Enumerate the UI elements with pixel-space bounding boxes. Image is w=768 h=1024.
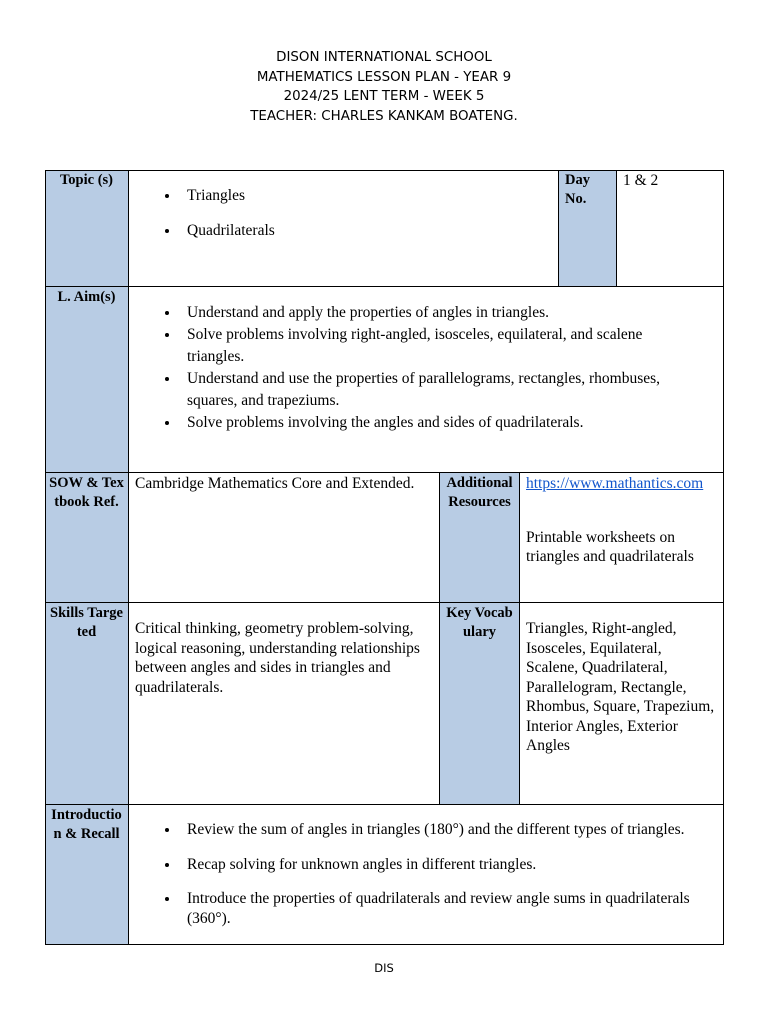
intro-item: • Introduce the properties of quadrilaterals and review angle sums in quadrilaterals (360°). [180, 889, 717, 928]
aim-item: • Understand and apply the properties of angles in triangles. [180, 302, 683, 324]
teacher-name: TEACHER: CHARLES KANKAM BOATENG. [250, 108, 518, 124]
footer-text: DIS [374, 961, 394, 975]
plan-title: MATHEMATICS LESSON PLAN - YEAR 9 [256, 69, 512, 85]
intro-item: • Recap solving for unknown angles in different triangles. [180, 855, 717, 875]
vocabulary-value: Triangles, Right-angled, Isosceles, Equilateral, Scalene, Quadrilateral, Parallelogram, Rectangle, Rhombus, Square, Trapezium, Interior Angles, Exterior Angles [520, 603, 724, 805]
term-week: 2024/25 LENT TERM - WEEK 5 [283, 89, 485, 104]
aim-item: • Understand and use the properties of parallelograms, rectangles, rhombuses, squares, and trapeziums. [180, 368, 683, 412]
topic-cell [129, 170, 559, 287]
skills-label: Skills Targeted [45, 603, 129, 805]
additional-resources-label: Additional Resources [440, 473, 520, 603]
key-vocabulary-label: Key Vocabulary [440, 603, 520, 805]
topic-label: Topic (s) [45, 170, 129, 287]
document-header [0, 48, 768, 126]
day-value: 1 & 2 [617, 170, 724, 287]
sow-value: Cambridge Mathematics Core and Extended. [129, 473, 440, 603]
topic-list [135, 186, 552, 240]
mathantics-link[interactable]: https://www.mathantics.com [526, 475, 704, 492]
resource-text: Printable worksheets on triangles and quadrilaterals [526, 528, 694, 565]
sow-label: SOW & Textbook Ref. [45, 473, 129, 603]
aim-item: • Solve problems involving right-angled, isosceles, equilateral, and scalene triangles. [180, 324, 683, 368]
aim-item: • Solve problems involving the angles and sides of quadrilaterals. [180, 412, 683, 434]
topic-item: • Quadrilaterals [180, 221, 552, 241]
lesson-plan-table [45, 170, 724, 945]
aims-list [135, 302, 683, 434]
school-name: DISON INTERNATIONAL SCHOOL [276, 50, 492, 65]
topic-item: • Triangles [180, 186, 552, 206]
aims-label: L. Aim(s) [45, 287, 129, 473]
skills-value: Critical thinking, geometry problem-solving, logical reasoning, understanding relationships between angles and sides in triangles and quadrilaterals. [129, 603, 440, 805]
intro-list [135, 820, 717, 928]
intro-item: • Review the sum of angles in triangles (180°) and the different types of triangles. [180, 820, 717, 840]
day-label: Day No. [559, 170, 617, 287]
aims-cell [129, 287, 724, 473]
resources-cell [520, 473, 724, 603]
intro-label: Introduction & Recall [45, 805, 129, 945]
intro-cell [129, 805, 724, 945]
